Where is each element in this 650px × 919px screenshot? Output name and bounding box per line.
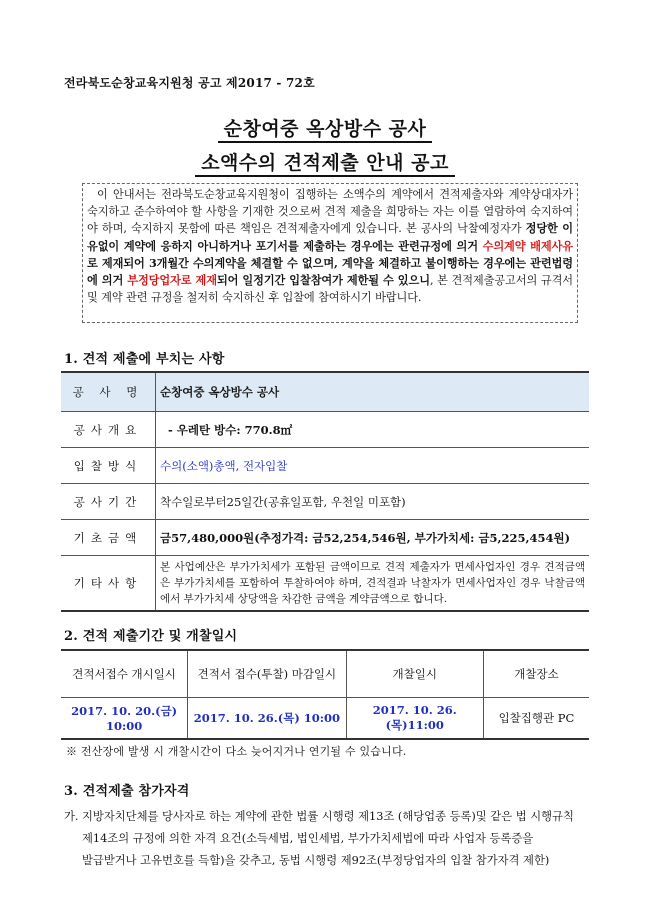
qualification-line-1: 가. 지방자치단체를 당사자로 하는 계약에 관한 법률 시행령 제13조 (해당업종 등록)및 같은 법 시행규칙 bbox=[64, 806, 592, 828]
label-period: 공사기간 bbox=[61, 484, 156, 520]
qualification-line-2: 제14조의 규정에 의한 자격 요건(소득세법, 법인세법, 부가가치세법에 따라 사업자 등록증을 bbox=[82, 832, 534, 845]
label-overview: 공사개요 bbox=[61, 412, 156, 448]
item-lead: 가. bbox=[64, 810, 79, 823]
label-base-amount: 기초금액 bbox=[61, 520, 156, 556]
table-header-row bbox=[61, 650, 589, 698]
page-title: 순창여중 옥상방수 공사 bbox=[0, 114, 650, 141]
value-period: 착수일로부터25일간(공휴일포함, 우천일 미포함) bbox=[156, 484, 590, 520]
table-row bbox=[61, 698, 589, 740]
section-2-heading: 2. 견적 제출기간 및 개찰일시 bbox=[64, 629, 238, 644]
value-method: 수의(소액)총액, 전자입찰 bbox=[156, 448, 590, 484]
value-place: 입찰집행관 PC bbox=[483, 698, 589, 740]
header-open: 견적서접수 개시일시 bbox=[61, 650, 188, 698]
value-project-name: 순창여중 옥상방수 공사 bbox=[156, 372, 590, 412]
section-3-heading: 3. 견적제출 참가자격 bbox=[64, 784, 190, 799]
value-deadline: 2017. 10. 26.(목) 10:00 bbox=[188, 698, 346, 740]
value-open: 2017. 10. 20.(금) 10:00 bbox=[61, 698, 188, 740]
header-place: 개찰장소 bbox=[483, 650, 589, 698]
intro-paragraph: 이 안내서는 전라북도순창교육지원청이 집행하는 소액수의 계약에서 견적제출자와 계약상대자가 숙지하고 준수하여야 할 사항을 기재한 것으로써 견적 제출을 희망하는 자는 이를 열람하여 숙지하여야 하며, 숙지하지 못함에 따른 책임은 견적제출자에게 있습니다. 본 공사의 낙찰예정자가 정당한 이유없이 계약에 응하지 아니하거나 포기서를 제출하는 경우에는 관련규정에 의거 수의계약 배제사유로 제재되어 3개월간 수의계약을 체결할 수 없으며, 계약을 체결하고 불이행하는 경우에는 관련법령에 의거 부정당업자로 제재되어 일정기간 입찰참여가 제한될 수 있으니, 본 견적제출공고서의 규격서 및 계약 관련 규정을 철저히 숙지하신 후 입찰에 참여하시기 바랍니다. bbox=[87, 188, 574, 305]
schedule-note: ※ 전산장에 발생 시 개찰시간이 다소 늦어지거나 연기될 수 있습니다. bbox=[66, 745, 407, 758]
header-opening: 개찰일시 bbox=[346, 650, 483, 698]
value-base-amount: 금57,480,000원(추정가격: 금52,254,546원, 부가가치세: 금5,225,454원) bbox=[156, 520, 590, 556]
label-etc: 기타사항 bbox=[61, 556, 156, 612]
intro-notice-box bbox=[82, 183, 578, 323]
qualification-item bbox=[64, 806, 592, 872]
notice-number: 전라북도순창교육지원청 공고 제2017 - 72호 bbox=[64, 76, 315, 90]
table-row bbox=[61, 412, 589, 448]
table-row bbox=[61, 520, 589, 556]
bid-info-table bbox=[61, 371, 589, 612]
value-overview: - 우레탄 방수: 770.8㎡ bbox=[156, 412, 590, 448]
label-project-name: 공 사 명 bbox=[61, 372, 156, 412]
table-row bbox=[61, 484, 589, 520]
qualification-line-3: 발급받거나 고유번호를 득함)을 갖추고, 동법 시행령 제92조(부정당업자의 입찰 참가자격 제한) bbox=[82, 854, 550, 867]
header-deadline: 견적서 접수(투찰) 마감일시 bbox=[188, 650, 346, 698]
table-row bbox=[61, 556, 589, 612]
schedule-table bbox=[61, 649, 589, 740]
page-subtitle: 소액수의 견적제출 안내 공고 bbox=[0, 148, 650, 175]
section-1-heading: 1. 견적 제출에 부치는 사항 bbox=[64, 352, 225, 367]
table-row bbox=[61, 372, 589, 412]
value-etc: 본 사업예산은 부가가치세가 포함된 금액이므로 견적 제출자가 면세사업자인 경우 견적금액은 부가가치세를 포함하여 투찰하여야 하며, 견적결과 낙찰자가 면세사업자인 경우 낙찰금액에서 부가가치세 상당액을 차감한 금액을 계약금액으로 합니다. bbox=[156, 556, 590, 612]
value-opening: 2017. 10. 26.(목)11:00 bbox=[346, 698, 483, 740]
table-row bbox=[61, 448, 589, 484]
label-method: 입찰방식 bbox=[61, 448, 156, 484]
